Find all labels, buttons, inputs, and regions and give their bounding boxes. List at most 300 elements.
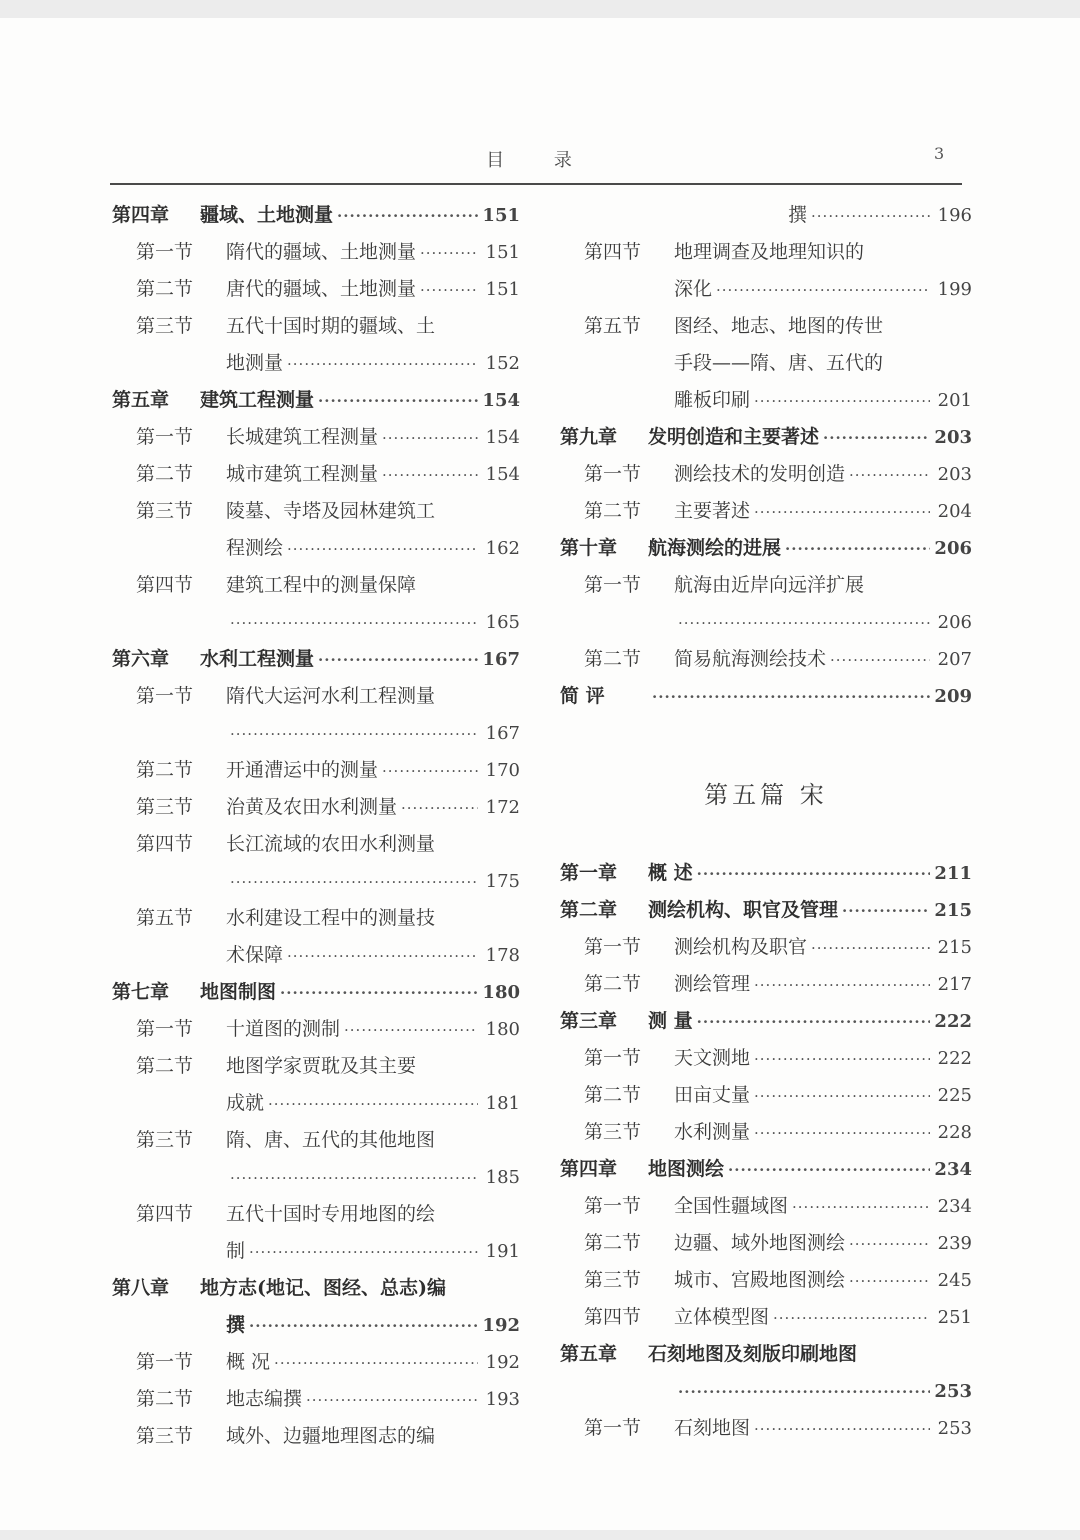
toc-chapter-entry (560, 1003, 972, 1040)
toc-chapter-entry (560, 1151, 972, 1188)
toc-line (560, 345, 972, 382)
dot-leader (230, 1160, 478, 1197)
chapter-number: 简 评 (560, 685, 605, 707)
dot-leader (754, 494, 930, 531)
toc-entry-title: 十道图的测制 (226, 1018, 341, 1040)
page-header-title: 目 录 (486, 150, 594, 171)
toc-page-number: 170 (485, 760, 520, 781)
toc-page-number: 152 (485, 353, 520, 374)
section-number: 第二节 (584, 500, 642, 522)
toc-line (112, 678, 520, 715)
toc-section-entry (560, 308, 972, 419)
dot-leader (230, 716, 478, 753)
section-number: 第三节 (136, 796, 194, 818)
dot-leader (382, 753, 478, 790)
toc-entry-title: 程测绘 (226, 537, 284, 559)
chapter-number: 第十章 (560, 537, 618, 559)
dot-leader (382, 420, 478, 457)
toc-line (112, 1122, 520, 1159)
toc-page-number: 151 (485, 242, 520, 263)
toc-line (112, 197, 520, 234)
toc-page-number: 206 (937, 612, 972, 633)
section-number: 第四节 (136, 574, 194, 596)
dot-leader (230, 864, 478, 901)
toc-section-entry (112, 1418, 520, 1455)
section-number: 第五节 (136, 907, 194, 929)
section-number: 第一节 (584, 463, 642, 485)
toc-page-number: 192 (485, 1352, 520, 1373)
toc-section-entry (560, 1299, 972, 1336)
toc-entry-title: 手段——隋、唐、五代的 (674, 352, 884, 374)
section-number: 第二节 (584, 973, 642, 995)
toc-section-entry (560, 234, 972, 308)
toc-entry-title: 田亩丈量 (674, 1084, 751, 1106)
section-number: 第一节 (136, 241, 194, 263)
toc-line (560, 308, 972, 345)
toc-section-entry (560, 1077, 972, 1114)
toc-page-number: 181 (485, 1093, 520, 1114)
toc-line (560, 1225, 972, 1262)
toc-line (560, 1077, 972, 1114)
toc-chapter-entry (112, 641, 520, 678)
toc-section-entry (560, 1114, 972, 1151)
toc-line (674, 197, 972, 234)
dot-leader (785, 531, 930, 568)
toc-entry-title: 航海由近岸向远洋扩展 (674, 574, 865, 596)
section-number: 第二节 (136, 1055, 194, 1077)
section-number: 第三节 (136, 500, 194, 522)
chapter-number: 第六章 (112, 648, 170, 670)
toc-chapter-entry (560, 678, 972, 715)
toc-line (560, 567, 972, 604)
toc-line (560, 1373, 972, 1410)
toc-entry-title: 地方志(地记、图经、总志)编 (200, 1277, 446, 1299)
toc-line (560, 493, 972, 530)
toc-entry-title: 制 (226, 1240, 246, 1262)
toc-entry-title: 长城建筑工程测量 (226, 426, 379, 448)
dot-leader (728, 1152, 930, 1189)
toc-section-entry (560, 1225, 972, 1262)
dot-leader (754, 967, 930, 1004)
dot-leader (280, 975, 478, 1012)
section-number: 第一节 (584, 1047, 642, 1069)
toc-line (112, 234, 520, 271)
section-number: 第四节 (584, 241, 642, 263)
toc-line (112, 345, 520, 382)
toc-line (560, 456, 972, 493)
chapter-number: 第九章 (560, 426, 618, 448)
dot-leader (811, 198, 930, 235)
toc-section-entry (560, 493, 972, 530)
toc-entry-title: 撰 (788, 204, 808, 226)
toc-line (112, 826, 520, 863)
toc-entry-title: 城市建筑工程测量 (226, 463, 379, 485)
toc-page-number: 154 (485, 464, 520, 485)
section-number: 第一节 (136, 1351, 194, 1373)
toc-line (560, 892, 972, 929)
dot-leader (249, 1308, 478, 1345)
toc-section-entry (560, 929, 972, 966)
toc-line (560, 1114, 972, 1151)
toc-line (112, 1159, 520, 1196)
toc-chapter-entry (560, 419, 972, 456)
section-number: 第一节 (136, 685, 194, 707)
toc-entry-title: 隋代大运河水利工程测量 (226, 685, 436, 707)
toc-entry-title: 概 况 (226, 1351, 271, 1373)
toc-entry-title: 陵墓、寺塔及园林建筑工 (226, 500, 436, 522)
dot-leader (716, 272, 930, 309)
toc-section-entry (560, 641, 972, 678)
chapter-number: 第一章 (560, 862, 618, 884)
toc-entry-title: 水利建设工程中的测量技 (226, 907, 436, 929)
toc-chapter-entry (560, 530, 972, 567)
toc-entry-title: 测绘管理 (674, 973, 751, 995)
toc-section-entry (560, 567, 972, 641)
toc-line (112, 641, 520, 678)
section-number: 第二节 (136, 278, 194, 300)
toc-entry-title: 全国性疆域图 (674, 1195, 789, 1217)
section-number: 第一节 (584, 1417, 642, 1439)
dot-leader (697, 856, 930, 893)
dot-leader (754, 1041, 930, 1078)
section-number: 第三节 (584, 1269, 642, 1291)
toc-line (112, 530, 520, 567)
toc-page-number: 206 (934, 538, 972, 559)
chapter-number: 第四章 (112, 204, 170, 226)
toc-line (112, 974, 520, 1011)
toc-line (112, 1270, 520, 1307)
dot-leader (420, 235, 478, 272)
toc-line (112, 900, 520, 937)
toc-page-number: 172 (485, 797, 520, 818)
toc-left-column (112, 197, 520, 1455)
toc-entry-title: 五代十国时期的疆域、土 (226, 315, 436, 337)
toc-entry-title: 隋、唐、五代的其他地图 (226, 1129, 436, 1151)
toc-right-column (560, 197, 972, 1447)
dot-leader (274, 1345, 478, 1382)
toc-page-number: 253 (934, 1381, 972, 1402)
dot-leader (849, 457, 930, 494)
toc-line (560, 530, 972, 567)
section-number: 第一节 (584, 1195, 642, 1217)
toc-section-entry (560, 1262, 972, 1299)
toc-line (112, 1085, 520, 1122)
toc-entry-title: 唐代的疆域、土地测量 (226, 278, 417, 300)
toc-line (112, 1344, 520, 1381)
toc-page-number: 191 (485, 1241, 520, 1262)
toc-section-entry (112, 1381, 520, 1418)
toc-page-number: 162 (485, 538, 520, 559)
toc-section-entry (112, 271, 520, 308)
toc-entry-title: 测绘机构及职官 (674, 936, 808, 958)
toc-section-entry (112, 678, 520, 752)
toc-page-number: 151 (482, 205, 520, 226)
dot-leader (268, 1086, 478, 1123)
toc-page-number: 203 (937, 464, 972, 485)
toc-page-number: 234 (934, 1159, 972, 1180)
chapter-number: 第七章 (112, 981, 170, 1003)
toc-line (112, 308, 520, 345)
toc-entry-title: 治黄及农田水利测量 (226, 796, 398, 818)
dot-leader (842, 893, 930, 930)
page-number: 3 (934, 144, 945, 163)
toc-page-number: 245 (937, 1270, 972, 1291)
toc-page-number: 234 (937, 1196, 972, 1217)
toc-section-entry (112, 900, 520, 974)
dot-leader (754, 1078, 930, 1115)
toc-line (112, 456, 520, 493)
toc-section-entry (112, 567, 520, 641)
toc-section-entry (560, 1410, 972, 1447)
toc-line (560, 929, 972, 966)
toc-entry-title: 测绘机构、职官及管理 (648, 899, 839, 921)
dot-leader (249, 1234, 478, 1271)
toc-section-entry (112, 752, 520, 789)
toc-chapter-entry (560, 892, 972, 929)
toc-entry-title: 发明创造和主要著述 (648, 426, 820, 448)
toc-section-entry (560, 966, 972, 1003)
toc-entry-title: 水利工程测量 (200, 648, 315, 670)
toc-line (112, 567, 520, 604)
section-number: 第三节 (136, 1425, 194, 1447)
toc-section-entry (112, 456, 520, 493)
dot-leader (754, 383, 930, 420)
dot-leader (318, 642, 478, 679)
chapter-number: 第五章 (560, 1343, 618, 1365)
toc-chapter-entry (112, 974, 520, 1011)
toc-page-number: 222 (937, 1048, 972, 1069)
toc-entry-title: 地测量 (226, 352, 284, 374)
toc-page-number: 215 (934, 900, 972, 921)
toc-entry-title: 五代十国时专用地图的绘 (226, 1203, 436, 1225)
toc-entry-title: 简易航海测绘技术 (674, 648, 827, 670)
toc-section-entry (112, 234, 520, 271)
toc-chapter-entry (112, 197, 520, 234)
toc-section-entry (112, 789, 520, 826)
toc-page-number: 193 (485, 1389, 520, 1410)
toc-entry-title: 疆域、土地测量 (200, 204, 334, 226)
toc-line (560, 1410, 972, 1447)
header-rule (110, 183, 962, 185)
toc-page-number: 222 (934, 1011, 972, 1032)
toc-entry-title: 隋代的疆域、土地测量 (226, 241, 417, 263)
toc-page-number: 167 (485, 723, 520, 744)
section-number: 第二节 (584, 1084, 642, 1106)
toc-line (560, 382, 972, 419)
section-number: 第二节 (136, 759, 194, 781)
chapter-number: 第五章 (112, 389, 170, 411)
toc-section-entry (560, 1040, 972, 1077)
toc-line (112, 752, 520, 789)
dot-leader (678, 605, 930, 642)
toc-page-number: 217 (937, 974, 972, 995)
dot-leader (697, 1004, 930, 1041)
toc-line (560, 1151, 972, 1188)
toc-section-entry (112, 1344, 520, 1381)
toc-line (112, 419, 520, 456)
toc-entry-title: 开通漕运中的测量 (226, 759, 379, 781)
toc-page-number: 165 (485, 612, 520, 633)
toc-entry-title: 雕板印刷 (674, 389, 751, 411)
dot-leader (318, 383, 478, 420)
dot-leader (337, 198, 478, 235)
dot-leader (754, 1115, 930, 1152)
toc-line (112, 1196, 520, 1233)
toc-line (560, 1336, 972, 1373)
toc-entry-title: 长江流域的农田水利测量 (226, 833, 436, 855)
toc-line (112, 863, 520, 900)
toc-entry-title: 成就 (226, 1092, 265, 1114)
section-number: 第四节 (584, 1306, 642, 1328)
toc-line (112, 789, 520, 826)
toc-line (112, 1381, 520, 1418)
toc-entry-title: 边疆、域外地图测绘 (674, 1232, 846, 1254)
toc-entry-title: 天文测地 (674, 1047, 751, 1069)
chapter-number: 第二章 (560, 899, 618, 921)
toc-page-number: 196 (937, 205, 972, 226)
toc-entry-title: 测 量 (648, 1010, 693, 1032)
dot-leader (830, 642, 930, 679)
toc-entry-title: 建筑工程测量 (200, 389, 315, 411)
toc-page-number: 251 (937, 1307, 972, 1328)
toc-page-number: 185 (485, 1167, 520, 1188)
part-title: 第五篇 宋 (704, 781, 828, 809)
dot-leader (287, 531, 478, 568)
section-number: 第二节 (584, 648, 642, 670)
toc-page-number: 151 (485, 279, 520, 300)
toc-page-number: 201 (937, 390, 972, 411)
toc-page-number: 228 (937, 1122, 972, 1143)
toc-entry-title: 域外、边疆地理图志的编 (226, 1425, 436, 1447)
section-number: 第二节 (136, 1388, 194, 1410)
dot-leader (652, 679, 930, 716)
dot-leader (382, 457, 478, 494)
dot-leader (792, 1189, 930, 1226)
toc-page-number: 215 (937, 937, 972, 958)
dot-leader (773, 1300, 930, 1337)
toc-line (112, 715, 520, 752)
dot-leader (849, 1226, 930, 1263)
toc-chapter-entry (112, 382, 520, 419)
dot-leader (849, 1263, 930, 1300)
toc-page-number: 154 (485, 427, 520, 448)
dot-leader (678, 1374, 930, 1411)
section-number: 第二节 (584, 1232, 642, 1254)
toc-page-number: 180 (482, 982, 520, 1003)
toc-section-entry (112, 1196, 520, 1270)
chapter-number: 第四章 (560, 1158, 618, 1180)
toc-page-number: 199 (937, 279, 972, 300)
toc-section-entry (112, 308, 520, 382)
section-number: 第一节 (136, 426, 194, 448)
toc-entry-title: 地理调查及地理知识的 (674, 241, 865, 263)
toc-page-number: 253 (937, 1418, 972, 1439)
section-number: 第二节 (136, 463, 194, 485)
section-number: 第三节 (136, 315, 194, 337)
toc-section-entry (112, 826, 520, 900)
toc-entry-title: 地志编撰 (226, 1388, 303, 1410)
toc-page-number: 175 (485, 871, 520, 892)
section-number: 第三节 (136, 1129, 194, 1151)
toc-section-entry (112, 1048, 520, 1122)
toc-entry-title: 石刻地图 (674, 1417, 751, 1439)
toc-page-number: 180 (485, 1019, 520, 1040)
toc-entry-title: 水利测量 (674, 1121, 751, 1143)
section-number: 第四节 (136, 1203, 194, 1225)
toc-entry-title: 撰 (226, 1314, 246, 1336)
toc-entry-title: 主要著述 (674, 500, 751, 522)
toc-line (560, 234, 972, 271)
dot-leader (230, 605, 478, 642)
toc-line (112, 382, 520, 419)
toc-continued-entry (560, 197, 972, 234)
toc-page-number: 207 (937, 649, 972, 670)
toc-line (560, 1299, 972, 1336)
toc-entry-title: 城市、宫殿地图测绘 (674, 1269, 846, 1291)
dot-leader (823, 420, 930, 457)
toc-chapter-entry (560, 1336, 972, 1410)
toc-line (112, 604, 520, 641)
toc-line (560, 641, 972, 678)
dot-leader (811, 930, 930, 967)
toc-page-number: 225 (937, 1085, 972, 1106)
toc-section-entry (112, 1122, 520, 1196)
toc-line (112, 1048, 520, 1085)
toc-line (112, 1011, 520, 1048)
dot-leader (401, 790, 478, 827)
toc-section-entry (112, 493, 520, 567)
toc-line (560, 966, 972, 1003)
toc-entry-title: 建筑工程中的测量保障 (226, 574, 417, 596)
dot-leader (287, 938, 478, 975)
toc-line (560, 604, 972, 641)
toc-page-number: 167 (482, 649, 520, 670)
toc-page-number: 211 (934, 863, 972, 884)
toc-page-number: 203 (934, 427, 972, 448)
toc-line (560, 419, 972, 456)
toc-line (112, 271, 520, 308)
section-number: 第五节 (584, 315, 642, 337)
toc-entry-title: 概 述 (648, 862, 693, 884)
dot-leader (344, 1012, 478, 1049)
toc-entry-title: 测绘技术的发明创造 (674, 463, 846, 485)
section-number: 第一节 (136, 1018, 194, 1040)
section-number: 第四节 (136, 833, 194, 855)
toc-line (560, 855, 972, 892)
chapter-number: 第三章 (560, 1010, 618, 1032)
toc-page-number: 204 (937, 501, 972, 522)
dot-leader (754, 1411, 930, 1448)
toc-line (560, 1040, 972, 1077)
toc-entry-title: 深化 (674, 278, 713, 300)
toc-section-entry (112, 419, 520, 456)
toc-entry-title: 地图学家贾耽及其主要 (226, 1055, 417, 1077)
toc-line (112, 937, 520, 974)
toc-line (560, 1262, 972, 1299)
toc-entry-title: 地图制图 (200, 981, 277, 1003)
toc-page-number: 239 (937, 1233, 972, 1254)
toc-entry-title: 图经、地志、地图的传世 (674, 315, 884, 337)
dot-leader (420, 272, 478, 309)
toc-entry-title: 石刻地图及刻版印刷地图 (648, 1343, 858, 1365)
dot-leader (287, 346, 478, 383)
section-number: 第一节 (584, 574, 642, 596)
toc-page-number: 178 (485, 945, 520, 966)
toc-line (112, 1307, 520, 1344)
toc-entry-title: 航海测绘的进展 (648, 537, 782, 559)
chapter-number: 第八章 (112, 1277, 170, 1299)
toc-section-entry (112, 1011, 520, 1048)
